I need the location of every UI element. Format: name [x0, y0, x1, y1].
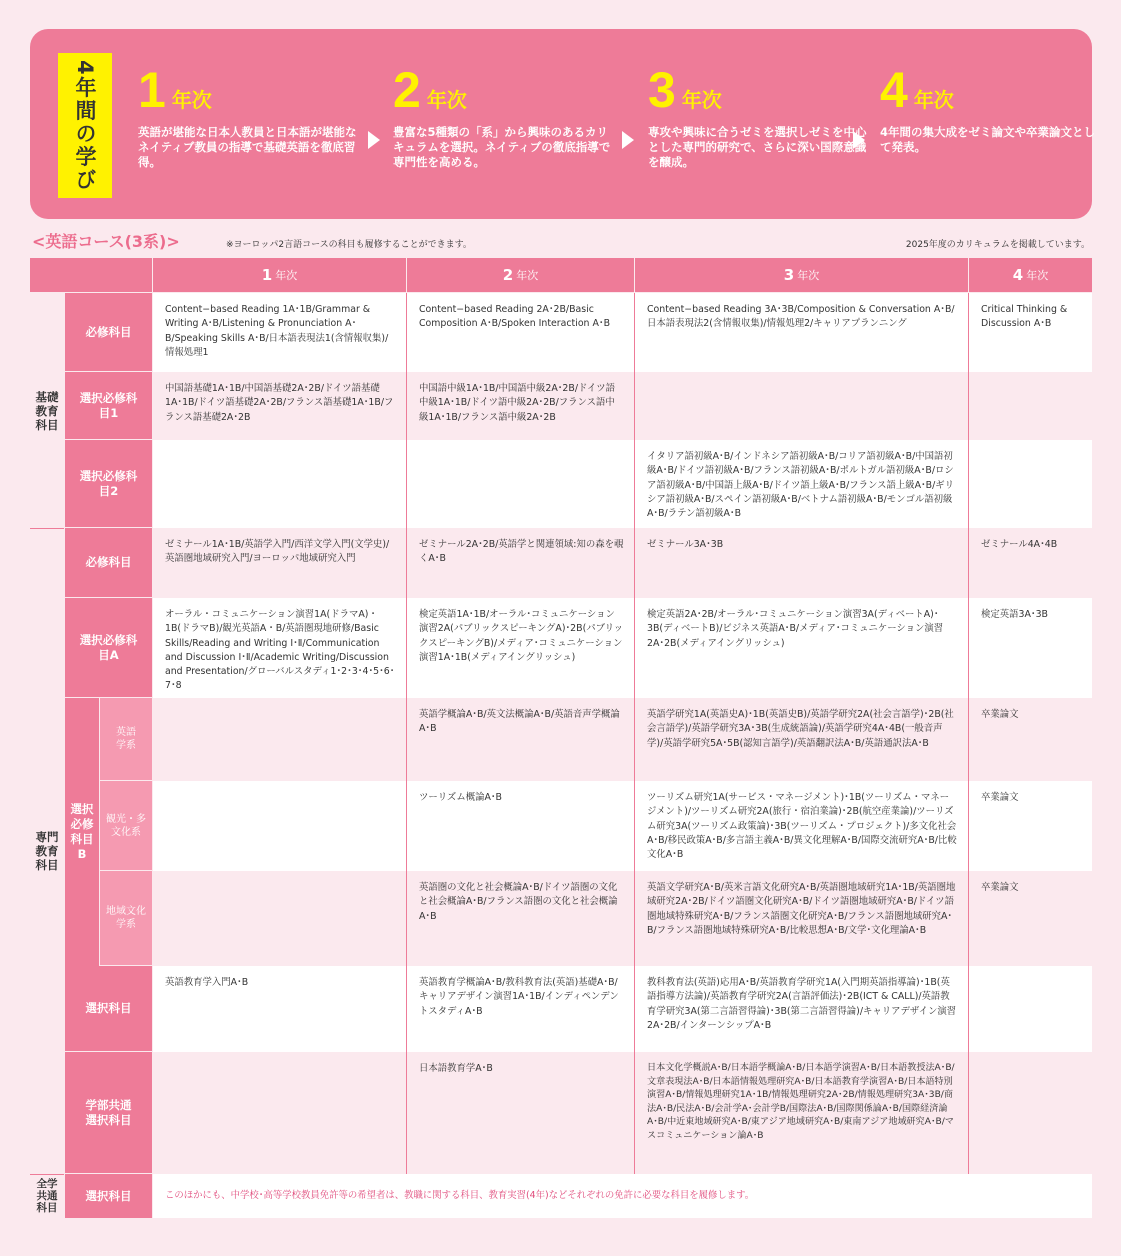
cell-chiiki-y3: 英語文学研究A･B/英米言語文化研究A･B/英語圏地域研究1A･1B/英語圏地域研究2A･2B/ドイツ語圏文化研究A･B/ドイツ語圏地域研究A･B/ドイツ語圏地域特殊研究A･B/フランス語圏文化研究A･B/フランス語圏地域研究A･B/フランス語圏地域特殊研究A･B/比較思想A･B/文学･文化理論A･B — [647, 882, 956, 936]
cell-kanko-y3: ツーリズム研究1A(サービス・マネージメント)･1B(ツーリズム・マネージメント)/ツーリズム研究2A(旅行・宿泊業論)･2B(航空産業論)/ツーリズム研究3A(ツーリズム政策論)･3B(ツーリズム・プロジェクト)/多文化社会A･B/移民政策A･B/多言語主義A･B/異文化理解A･B/国際交流研究A･B/比較文化A･B — [647, 792, 957, 861]
label-eigo: 英語学系 — [100, 698, 152, 780]
cell-chiiki-y2: 英語圏の文化と社会概論A･B/ドイツ語圏の文化と社会概論A･B/フランス語圏の文化と社会概論A･B — [419, 882, 618, 922]
cell-kiso-sentaku2-y4 — [969, 440, 1092, 456]
cell-kiso-sentaku1-y2: 中国語中級1A･1B/中国語中級2A･2B/ドイツ語中級1A･1B/ドイツ語中級2A･2B/フランス語中級1A･1B/フランス語中級2A･2B — [419, 383, 616, 423]
cell-senmon-hisshu-y2: ゼミナール2A･2B/英語学と関連領域:知の森を覗くA･B — [419, 539, 624, 565]
banner-year-2: 2 年次 豊富な5種類の「系」から興味のあるカリキュラムを選択。ネイティブの徹底指導で専門性を高める。 — [393, 62, 611, 169]
cell-kiso-sentaku2-y3: イタリア語初級A･B/インドネシア語初級A･B/コリア語初級A･B/中国語初級A･B/ドイツ語初級A･B/フランス語初級A･B/ポルトガル語初級A･B/ロシア語初級A･B/中国語上級A･B/ドイツ語上級A･B/フランス語上級A･B/ギリシア語初級A･B/スペイン語初級A･B/ベトナム語初級A･B/モンゴル語初級A･B/ラテン語初級A･B — [647, 451, 955, 520]
cell-eigo-y2: 英語学概論A･B/英文法概論A･B/英語音声学概論A･B — [419, 709, 620, 735]
header-year-3: 3 年次 — [635, 258, 968, 292]
category-kiso: 基礎教育科目 — [35, 389, 59, 432]
cell-eigo-y4: 卒業論文 — [981, 709, 1019, 720]
cell-kiso-sentaku1-y3 — [635, 372, 968, 388]
label-chiiki: 地域文化学系 — [100, 871, 152, 965]
cell-eigo-y3: 英語学研究1A(英語史A)･1B(英語史B)/英語学研究2A(社会言語学)･2B(社会言語学)/英語学研究3A･3B(生成統語論)/英語学研究4A･4B(一般音声学)/英語学研究5A･5B(認知言語学)/英語翻訳法A･B/英語通訳法A･B — [647, 709, 954, 749]
label-hisshu: 必修科目 — [65, 293, 152, 371]
cell-gakubu-y3: 日本文化学概説A･B/日本語学概論A･B/日本語学演習A･B/日本語教授法A･B/文章表現法A･B/日本語情報処理研究A･B/日本語教育学演習A･B/日本語特別演習A･B/情報処理研究1A･1B/情報処理研究2A･2B/情報処理研究3A･3B/商法A･B/民法A･B/会計学A･会計学B/国際法A･B/国際関係論A･B/国際経済論A･B/中近東地域研究A･B/東アジア地域研究A･B/東南アジア地域研究A･B/マスコミュニケーション論A･B — [647, 1063, 955, 1141]
cell-kiso-hisshu-y2: Content−based Reading 2A･2B/Basic Composition A･B/Spoken Interaction A･B — [419, 304, 611, 330]
cell-sentaku-y4 — [969, 966, 1092, 982]
cell-kiso-sentaku2-y2 — [407, 440, 634, 456]
header-year-1: 1 年次 — [153, 258, 406, 292]
cell-kiso-sentaku1-y4 — [969, 372, 1092, 388]
label-sentakuB: 選択必修科目B — [65, 698, 99, 966]
label-sentaku1: 選択必修科目1 — [65, 372, 152, 439]
category-senmon: 専門教育科目 — [35, 830, 59, 872]
arrow-icon — [622, 131, 634, 149]
cell-sentakuA-y2: 検定英語1A･1B/オーラル･コミュニケーション演習2A(パブリックスピーキングA)･2B(パブリックスピーキングB)/メディア･コミュニケーション演習1A･1B(メディアイングリッシュ) — [419, 609, 623, 663]
learning-banner — [30, 29, 1095, 219]
course-title: <英語コース(3系)> — [32, 232, 180, 251]
cell-kiso-hisshu-y1: Content−based Reading 1A･1B/Grammar & Writing A･B/Listening & Pronunciation A･B/Speaking Skills A･B/日本語表現法1(含情報収集)/情報処理1 — [165, 304, 389, 358]
cell-sentakuA-y4: 検定英語3A･3B — [981, 609, 1048, 620]
cell-senmon-hisshu-y4: ゼミナール4A･4B — [981, 539, 1058, 550]
label-sentakuA: 選択必修科目A — [65, 598, 152, 697]
arrow-icon — [853, 131, 865, 149]
cell-senmon-hisshu-y1: ゼミナール1A･1B/英語学入門/西洋文学入門(文学史)/英語圏地域研究入門/ヨーロッパ地域研究入門 — [165, 539, 390, 565]
cell-kiso-sentaku1-y1: 中国語基礎1A･1B/中国語基礎2A･2B/ドイツ語基礎1A･1B/ドイツ語基礎2A･2B/フランス語基礎1A･1B/フランス語基礎2A･2B — [165, 383, 394, 423]
cell-gakubu-y1 — [153, 1052, 406, 1068]
cell-sentakuA-y1: オーラル・コミュニケーション演習1A(ドラマA)・1B(ドラマB)/観光英語A・B/英語圏現地研修/Basic Skills/Reading and Writing Ⅰ･Ⅱ/Communication and Discussion Ⅰ･Ⅱ/Academic Writing/Discussion and Presentation/グローバルスタディ1･2･3･4･5･6･7･8 — [165, 609, 395, 692]
category-zengaku: 全学共通科目 — [36, 1178, 58, 1214]
header-blank — [30, 258, 152, 292]
cell-sentaku-y2: 英語教育学概論A･B/教科教育法(英語)基礎A･B/キャリアデザイン演習1A･1B/インディペンデントスタディA･B — [419, 977, 619, 1017]
banner-year-3: 3 年次 専攻や興味に合うゼミを選択しゼミを中心とした専門的研究で、さらに深い国際意識を醸成。 — [648, 62, 867, 169]
cell-eigo-y1 — [153, 698, 406, 714]
course-note: ※ヨーロッパ2言語コースの科目も履修することができます。 — [226, 240, 472, 250]
banner-year-1: 1 年次 英語が堪能な日本人教員と日本語が堪能なネイティブ教員の指導で基礎英語を徹底習得。 — [138, 62, 357, 169]
cell-kiso-hisshu-y4: Critical Thinking & Discussion A･B — [981, 304, 1068, 330]
cell-kanko-y2: ツーリズム概論A･B — [419, 792, 502, 803]
label-kanko: 観光・多文化系 — [100, 781, 152, 870]
header-year-2: 2 年次 — [407, 258, 634, 292]
cell-senmon-hisshu-y3: ゼミナール3A･3B — [647, 539, 724, 550]
label-gakubu: 学部共通選択科目 — [65, 1052, 152, 1173]
curriculum-year-note: 2025年度のカリキュラムを掲載しています。 — [905, 240, 1090, 250]
arrow-icon — [368, 131, 380, 149]
cell-sentaku-y3: 教科教育法(英語)応用A･B/英語教育学研究1A(入門期英語指導論)･1B(英語指導方法論)/英語教育学研究2A(言語評価法)･2B(ICT & CALL)/英語教育学研究3A(第二言語習得論)･3B(第二言語習得論)/キャリアデザイン演習2A･2B/インターンシップA･B — [647, 977, 957, 1031]
zengaku-note: このほかにも、中学校･高等学校教員免許等の希望者は、教職に関する科目、教育実習(4年)などそれぞれの免許に必要な科目を履修します。 — [165, 1189, 755, 1201]
label-sentaku: 選択科目 — [65, 966, 152, 1051]
label-zengaku-sentaku: 選択科目 — [65, 1174, 152, 1218]
cell-kanko-y4: 卒業論文 — [981, 792, 1019, 803]
cell-gakubu-y2: 日本語教育学A･B — [419, 1063, 493, 1074]
label-senmon-hisshu: 必修科目 — [65, 528, 152, 597]
cell-sentaku-y1: 英語教育学入門A･B — [165, 977, 249, 988]
cell-gakubu-y4 — [969, 1052, 1092, 1068]
cell-chiiki-y1 — [153, 871, 406, 887]
banner-year-4: 4 年次 4年間の集大成をゼミ論文や卒業論文として発表。 — [880, 62, 1095, 154]
banner-tag: 4年間の学び — [58, 53, 112, 198]
cell-kanko-y1 — [153, 781, 406, 797]
cell-chiiki-y4: 卒業論文 — [981, 882, 1019, 893]
cell-sentakuA-y3: 検定英語2A･2B/オーラル･コミュニケーション演習3A(ディベートA)･3B(ディベートB)/ビジネス英語A･B/メディア･コミュニケーション演習2A･2B(メディアイングリッシュ) — [647, 609, 944, 649]
label-sentaku2: 選択必修科目2 — [65, 440, 152, 527]
header-year-4: 4 年次 — [969, 258, 1092, 292]
cell-kiso-sentaku2-y1 — [153, 440, 406, 456]
cell-kiso-hisshu-y3: Content−based Reading 3A･3B/Composition & Conversation A･B/日本語表現法2(含情報収集)/情報処理2/キャリアプランニング — [647, 304, 955, 330]
